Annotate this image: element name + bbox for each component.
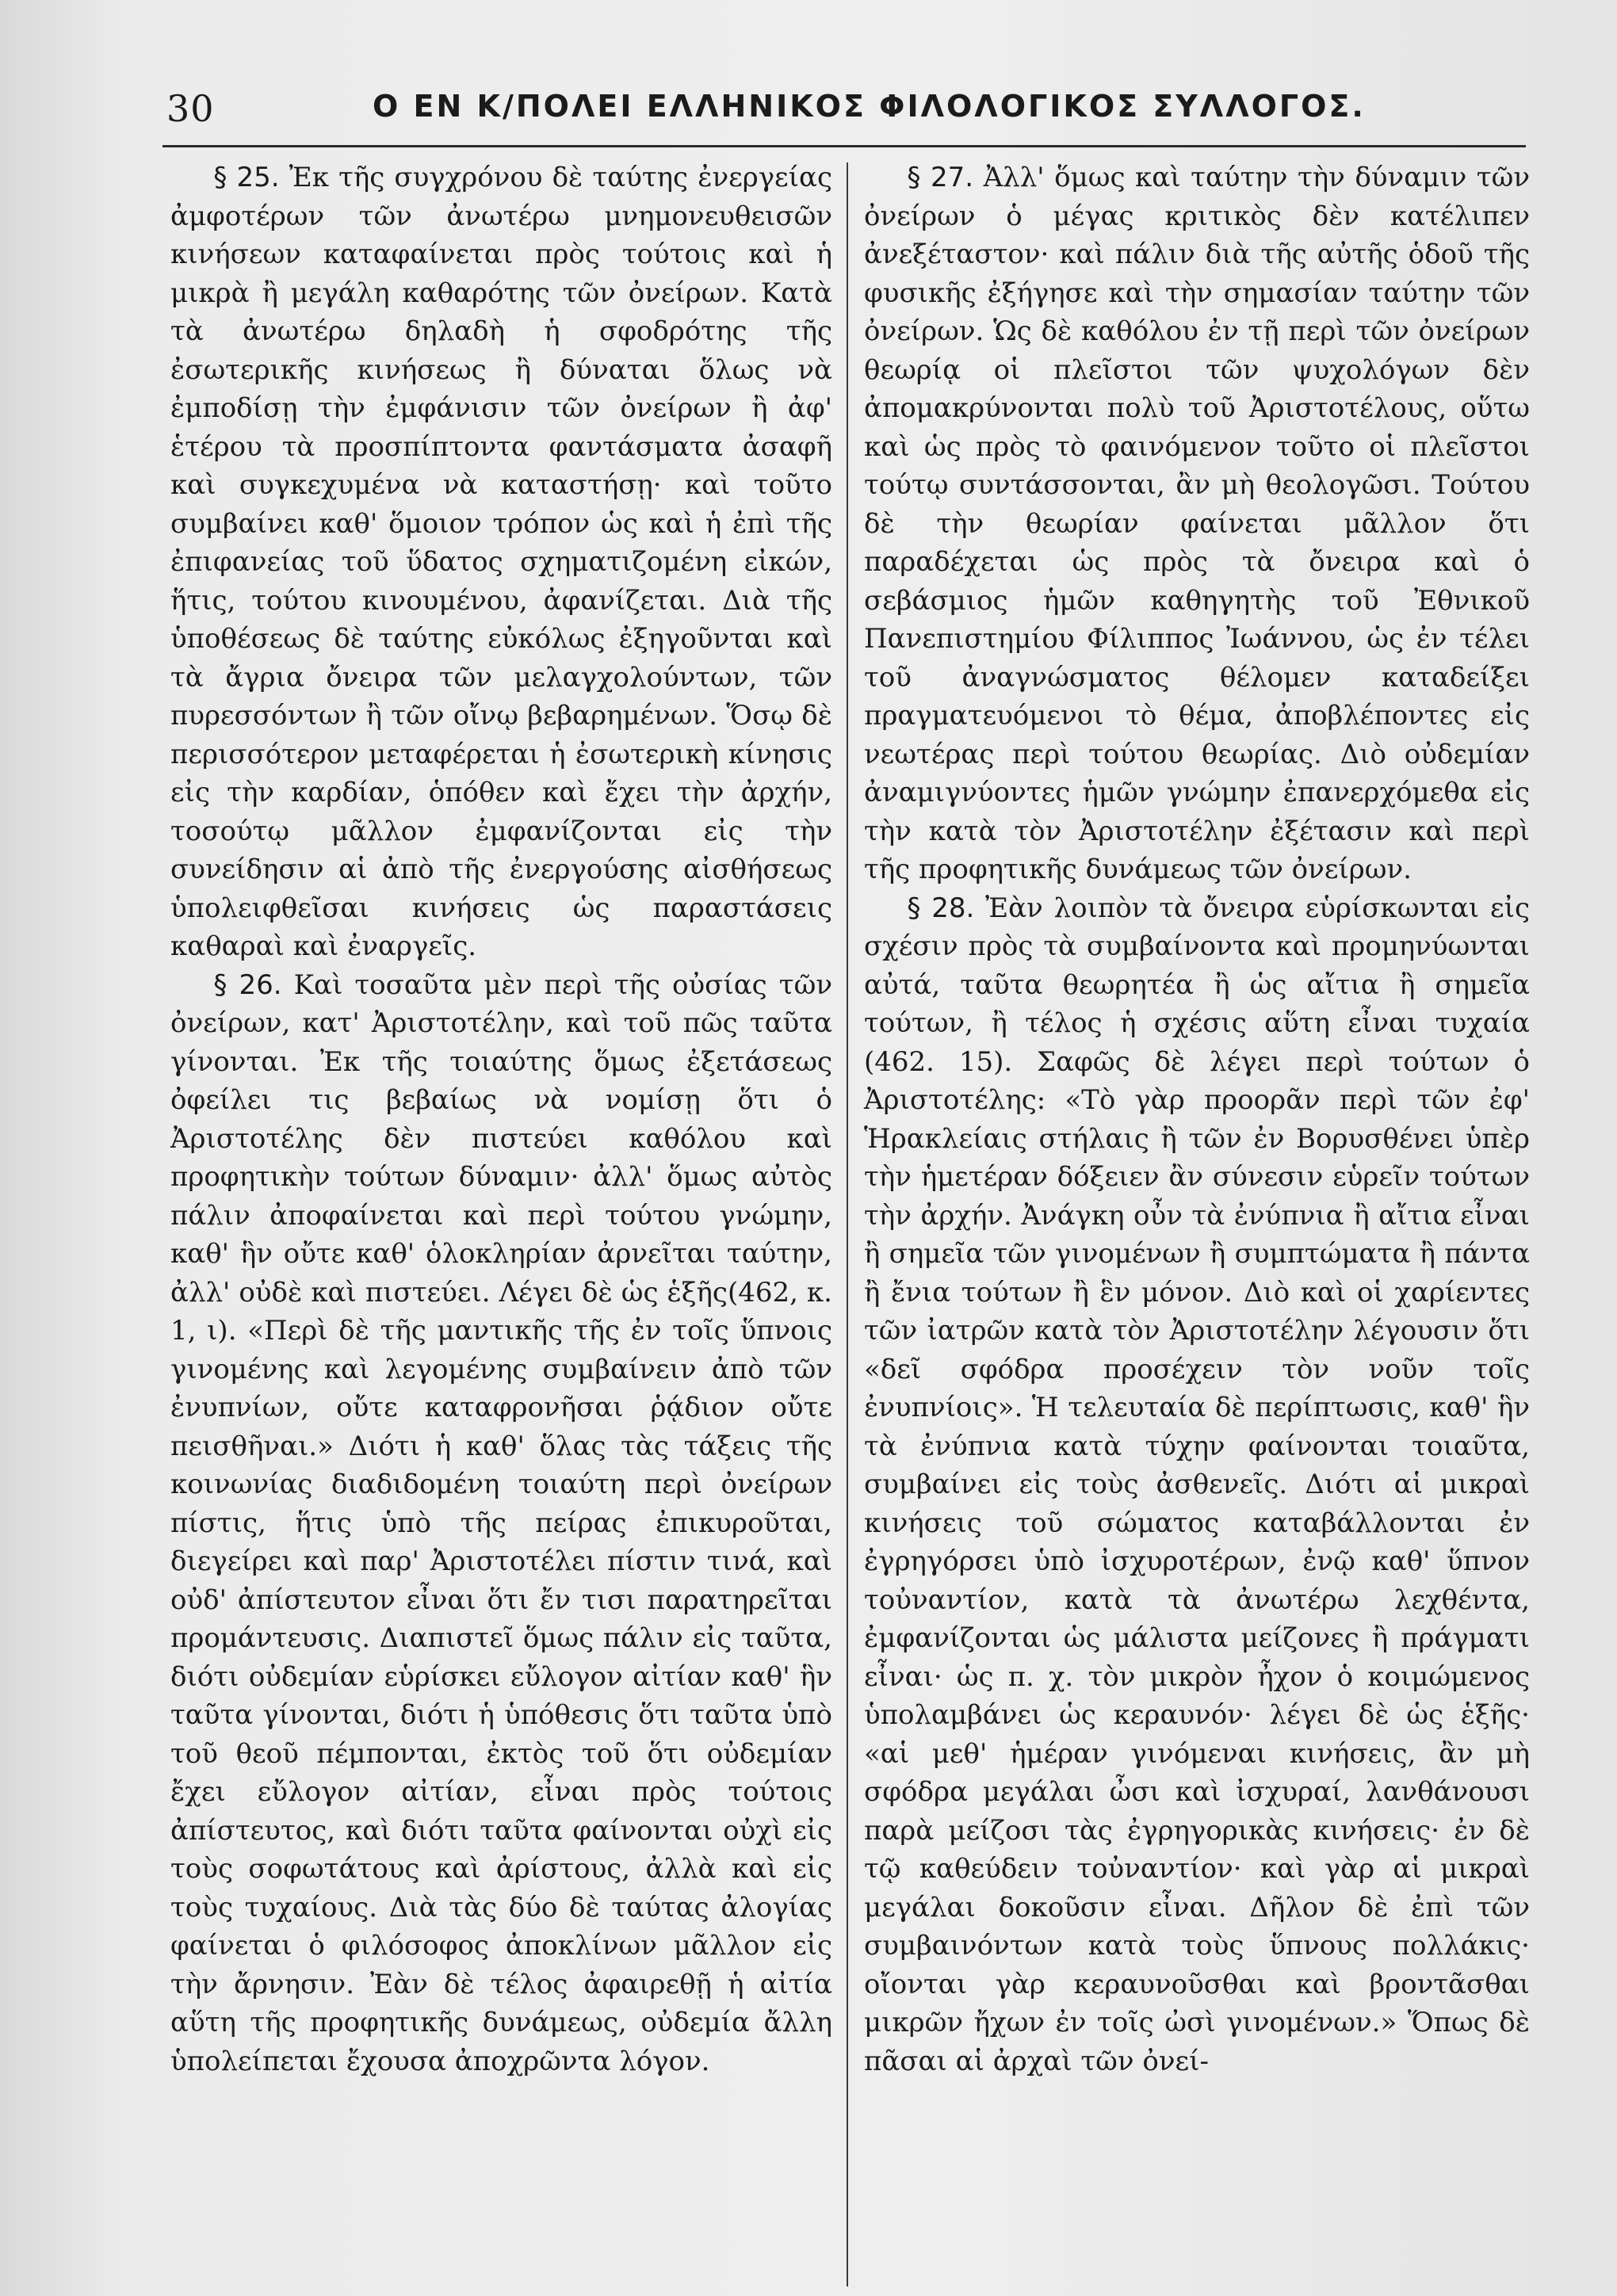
running-head: Ο ΕΝ Κ/ΠΟΛΕΙ ΕΛΛΗΝΙΚΟΣ ΦΙΛΟΛΟΓΙΚΟΣ ΣΥΛΛΟΓΟΣ. [373, 89, 1366, 124]
paragraph-section-26 [170, 966, 832, 2081]
right-column [864, 159, 1530, 2080]
paragraph-text: Ἐκ τῆς συγχρόνου δὲ ταύτης ἐνεργείας ἀμφοτέρων τῶν ἀνωτέρω μνημονευθεισῶν κινήσεων καταφαίνεται πρὸς τούτοις καὶ ἡ μικρὰ ἢ μεγάλη καθαρότης τῶν ὀνείρων. Κατὰ τὰ ἀνωτέρω δηλαδὴ ἡ σφοδρότης τῆς ἐσωτερικῆς κινήσεως ἢ δύναται ὅλως νὰ ἐμποδίσῃ τὴν ἐμφάνισιν τῶν ὀνείρων ἢ ἀφ' ἑτέρου τὰ προσπίπτοντα φαντάσματα ἀσαφῆ καὶ συγκεχυμένα νὰ καταστήσῃ· καὶ τοῦτο συμβαίνει καθ' ὅμοιον τρόπον ὡς καὶ ἡ ἐπὶ τῆς ἐπιφανείας τοῦ ὕδατος σχηματιζομένη εἰκών, ἥτις, τούτου κινουμένου, ἀφανίζεται. Διὰ τῆς ὑποθέσεως δὲ ταύτης εὐκόλως ἐξηγοῦνται καὶ τὰ ἄγρια ὄνειρα τῶν μελαγχολούντων, τῶν πυρεσσόντων ἢ τῶν οἴνῳ βεβαρημένων. Ὅσῳ δὲ περισσότερον μεταφέρεται ἡ ἐσωτερικὴ κίνησις εἰς τὴν καρδίαν, ὁπόθεν καὶ ἔχει τὴν ἀρχήν, τοσούτῳ μᾶλλον ἐμφανίζονται εἰς τὴν συνείδησιν αἱ ἀπὸ τῆς ἐνεργούσης αἰσθήσεως ὑπολειφθεῖσαι κινήσεις ὡς παραστάσεις καθαραὶ καὶ ἐναργεῖς. [170, 162, 832, 962]
paragraph-text: Ἀλλ' ὅμως καὶ ταύτην τὴν δύναμιν τῶν ὀνείρων ὁ μέγας κριτικὸς δὲν κατέλιπεν ἀνεξέταστον· καὶ πάλιν διὰ τῆς αὐτῆς ὁδοῦ τῆς φυσικῆς ἐξήγησε καὶ τὴν σημασίαν ταύτην τῶν ὀνείρων. Ὡς δὲ καθόλου ἐν τῇ περὶ τῶν ὀνείρων θεωρίᾳ οἱ πλεῖστοι τῶν ψυχολόγων δὲν ἀπομακρύνονται πολὺ τοῦ Ἀριστοτέλους, οὕτω καὶ ὡς πρὸς τὸ φαινόμενον τοῦτο οἱ πλεῖστοι τούτῳ συντάσσονται, ἂν μὴ θεολογῶσι. Τούτου δὲ τὴν θεωρίαν φαίνεται μᾶλλον ὅτι παραδέχεται ὡς πρὸς τὰ ὄνειρα καὶ ὁ σεβάσμιος ἡμῶν καθηγητὴς τοῦ Ἐθνικοῦ Πανεπιστημίου Φίλιππος Ἰωάννου, ὡς ἐν τέλει τοῦ ἀναγνώσματος θέλομεν καταδείξει πραγματευόμενοι τὸ θέμα, ἀποβλέποντες εἰς νεωτέρας περὶ τούτου θεωρίας. Διὸ οὐδεμίαν ἀναμιγνύοντες ἡμῶν γνώμην ἐπανερχόμεθα εἰς τὴν κατὰ τὸν Ἀριστοτέλην ἐξέτασιν καὶ περὶ τῆς προφητικῆς δυνάμεως τῶν ὀνείρων. [864, 162, 1531, 885]
header-rule [162, 145, 1526, 147]
section-marker: § 25. [213, 162, 280, 193]
section-marker: § 26. [213, 968, 282, 1001]
paragraph-section-28 [864, 889, 1530, 2081]
section-marker: § 28. [907, 892, 975, 924]
page-number: 30 [166, 87, 215, 130]
paragraph-section-27 [864, 159, 1530, 889]
left-column [170, 159, 832, 2080]
column-divider [847, 162, 848, 2286]
paragraph-text: Καὶ τοσαῦτα μὲν περὶ τῆς οὐσίας τῶν ὀνείρων, κατ' Ἀριστοτέλην, καὶ τοῦ πῶς ταῦτα γίνονται. Ἐκ τῆς τοιαύτης ὅμως ἐξετάσεως ὀφείλει τις βεβαίως νὰ νομίσῃ ὅτι ὁ Ἀριστοτέλης δὲν πιστεύει καθόλου καὶ προφητικὴν τούτων δύναμιν· ἀλλ' ὅμως αὐτὸς πάλιν ἀποφαίνεται καὶ περὶ τούτου γνώμην, καθ' ἣν οὔτε καθ' ὁλοκληρίαν ἀρνεῖται ταύτην, ἀλλ' οὐδὲ καὶ πιστεύει. Λέγει δὲ ὡς ἑξῆς(462, κ. 1, ι). «Περὶ δὲ τῆς μαντικῆς τῆς ἐν τοῖς ὕπνοις γινομένης καὶ λεγομένης συμβαίνειν ἀπὸ τῶν ἐνυπνίων, οὔτε καταφρονῆσαι ῥᾴδιον οὔτε πεισθῆναι.» Διότι ἡ καθ' ὅλας τὰς τάξεις τῆς κοινωνίας διαδιδομένη τοιαύτη περὶ ὀνείρων πίστις, ἥτις ὑπὸ τῆς πείρας ἐπικυροῦται, διεγείρει καὶ παρ' Ἀριστοτέλει πίστιν τινά, καὶ οὐδ' ἀπίστευτον εἶναι ὅτι ἔν τισι παρατηρεῖται προμάντευσις. Διαπιστεῖ ὅμως πάλιν εἰς ταῦτα, διότι οὐδεμίαν εὑρίσκει εὔλογον αἰτίαν καθ' ἣν ταῦτα γίνονται, διότι ἡ ὑπόθεσις ὅτι ταῦτα ὑπὸ τοῦ θεοῦ πέμπονται, ἐκτὸς τοῦ ὅτι οὐδεμίαν ἔχει εὔλογον αἰτίαν, εἶναι πρὸς τούτοις ἀπίστευτος, καὶ διότι ταῦτα φαίνονται οὐχὶ εἰς τοὺς σοφωτάτους καὶ ἀρίστους, ἀλλὰ καὶ εἰς τοὺς τυχαίους. Διὰ τὰς δύο δὲ ταύτας ἀλογίας φαίνεται ὁ φιλόσοφος ἀποκλίνων μᾶλλον εἰς τὴν ἄρνησιν. Ἐὰν δὲ τέλος ἀφαιρεθῇ ἡ αἰτία αὕτη τῆς προφητικῆς δυνάμεως, οὐδεμία ἄλλη ὑπολείπεται ἔχουσα ἀποχρῶντα λόγον. [170, 968, 832, 2077]
paragraph-section-25 [170, 159, 832, 966]
section-marker: § 27. [907, 162, 974, 193]
paragraph-text: Ἐὰν λοιπὸν τὰ ὄνειρα εὑρίσκωνται εἰς σχέσιν πρὸς τὰ συμβαίνοντα καὶ προμηνύωνται αὐτά, ταῦτα θεωρητέα ἢ ὡς αἴτια ἢ σημεῖα τούτων, ἢ τέλος ἡ σχέσις αὕτη εἶναι τυχαία (462. 15). Σαφῶς δὲ λέγει περὶ τούτων ὁ Ἀριστοτέλης: «Τὸ γὰρ προορᾶν περὶ τῶν ἐφ' Ἡρακλείαις στήλαις ἢ τῶν ἐν Βορυσθένει ὑπὲρ τὴν ἡμετέραν δόξειεν ἂν σύνεσιν εὑρεῖν τούτων τὴν ἀρχήν. Ἀνάγκη οὖν τὰ ἐνύπνια ἢ αἴτια εἶναι ἢ σημεῖα τῶν γινομένων ἢ συμπτώματα ἢ πάντα ἢ ἔνια τούτων ἢ ἓν μόνον. Διὸ καὶ οἱ χαρίεντες τῶν ἰατρῶν κατὰ τὸν Ἀριστοτέλην λέγουσιν ὅτι «δεῖ σφόδρα προσέχειν τὸν νοῦν τοῖς ἐνυπνίοις». Ἡ τελευταία δὲ περίπτωσις, καθ' ἣν τὰ ἐνύπνια κατὰ τύχην φαίνονται τοιαῦτα, συμβαίνει εἰς τοὺς ἀσθενεῖς. Διότι αἱ μικραὶ κινήσεις τοῦ σώματος καταβάλλονται ἐν ἐγρηγόρσει ὑπὸ ἰσχυροτέρων, ἐνῷ καθ' ὕπνον τοὐναντίον, κατὰ τὰ ἀνωτέρω λεχθέντα, ἐμφανίζονται ὡς μάλιστα μείζονες ἢ πράγματι εἶναι· ὡς π. χ. τὸν μικρὸν ἦχον ὁ κοιμώμενος ὑπολαμβάνει ὡς κεραυνόν· λέγει δὲ ὡς ἑξῆς· «αἱ μεθ' ἡμέραν γινόμεναι κινήσεις, ἂν μὴ σφόδρα μεγάλαι ὦσι καὶ ἰσχυραί, λανθάνουσι παρὰ μείζοσι τὰς ἐγρηγορικὰς κινήσεις· ἐν δὲ τῷ καθεύδειν τοὐναντίον· καὶ γὰρ αἱ μικραὶ μεγάλαι δοκοῦσιν εἶναι. Δῆλον δὲ ἐπὶ τῶν συμβαινόντων κατὰ τοὺς ὕπνους πολλάκις· οἴονται γὰρ κεραυνοῦσθαι καὶ βροντᾶσθαι μικρῶν ἤχων ἐν τοῖς ὠσὶ γινομένων.» Ὅπως δὲ πᾶσαι αἱ ἀρχαὶ τῶν ὀνεί- [864, 892, 1530, 2077]
